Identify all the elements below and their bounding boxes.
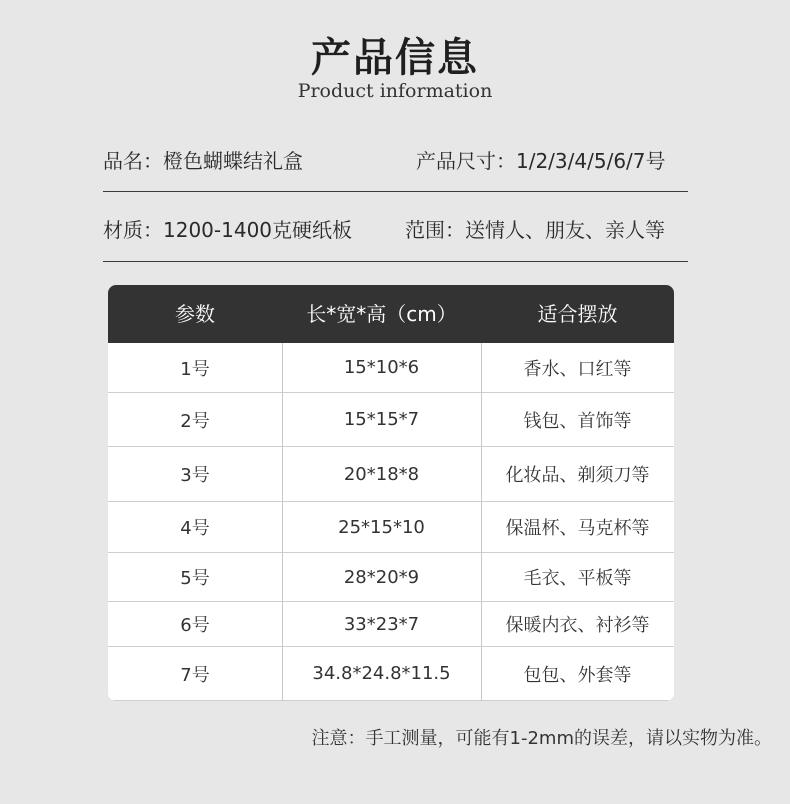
info-row-1 — [103, 141, 690, 181]
header-param: 参数 — [175, 302, 215, 326]
cell-dims: 34.8*24.8*11.5 — [312, 663, 451, 684]
table-row — [108, 602, 674, 647]
product-size: 产品尺寸：1/2/3/4/5/6/7号 — [416, 149, 666, 173]
table-row — [108, 647, 674, 701]
cell-fits: 钱包、首饰等 — [523, 410, 632, 432]
table-row — [108, 502, 674, 553]
cell-dims: 20*18*8 — [343, 463, 420, 485]
header-fits: 适合摆放 — [537, 302, 618, 326]
header-dims: 长*宽*高（cm） — [306, 302, 457, 326]
cell-param: 5号 — [180, 568, 210, 589]
cell-param: 6号 — [180, 615, 210, 636]
cell-fits: 保暖内衣、衬衫等 — [505, 615, 650, 636]
product-material: 材质：1200-1400克硬纸板 — [103, 218, 353, 242]
divider-2 — [103, 261, 688, 262]
cell-param: 2号 — [180, 410, 210, 432]
cell-dims: 33*23*7 — [343, 613, 420, 635]
cell-dims: 15*10*6 — [343, 357, 420, 378]
table-row — [108, 393, 674, 447]
column-divider — [282, 343, 283, 701]
measurement-note: 注意：手工测量，可能有1-2mm的误差，请以实物为准。 — [311, 728, 772, 749]
cell-param: 1号 — [180, 358, 210, 380]
product-name: 品名：橙色蝴蝶结礼盒 — [103, 149, 303, 173]
product-scope: 范围：送情人、朋友、亲人等 — [405, 218, 665, 242]
page-title: 产品信息 — [311, 35, 479, 81]
cell-dims: 15*15*7 — [343, 409, 420, 430]
divider-1 — [103, 191, 688, 192]
cell-dims: 28*20*9 — [343, 566, 420, 588]
table-row — [108, 343, 674, 393]
spec-table — [108, 285, 674, 701]
cell-param: 7号 — [180, 664, 210, 686]
table-header — [108, 285, 674, 343]
cell-param: 4号 — [180, 518, 210, 539]
cell-fits: 保温杯、马克杯等 — [505, 518, 650, 539]
cell-fits: 毛衣、平板等 — [523, 568, 632, 589]
cell-fits: 化妆品、剃须刀等 — [505, 465, 650, 486]
column-divider — [481, 343, 482, 701]
cell-param: 3号 — [180, 465, 210, 486]
cell-fits: 香水、口红等 — [523, 358, 632, 380]
table-row — [108, 553, 674, 602]
table-row — [108, 447, 674, 502]
cell-fits: 包包、外套等 — [523, 664, 632, 686]
cell-dims: 25*15*10 — [338, 516, 425, 538]
page-subtitle: Product information — [297, 80, 493, 102]
info-row-2 — [103, 210, 690, 250]
